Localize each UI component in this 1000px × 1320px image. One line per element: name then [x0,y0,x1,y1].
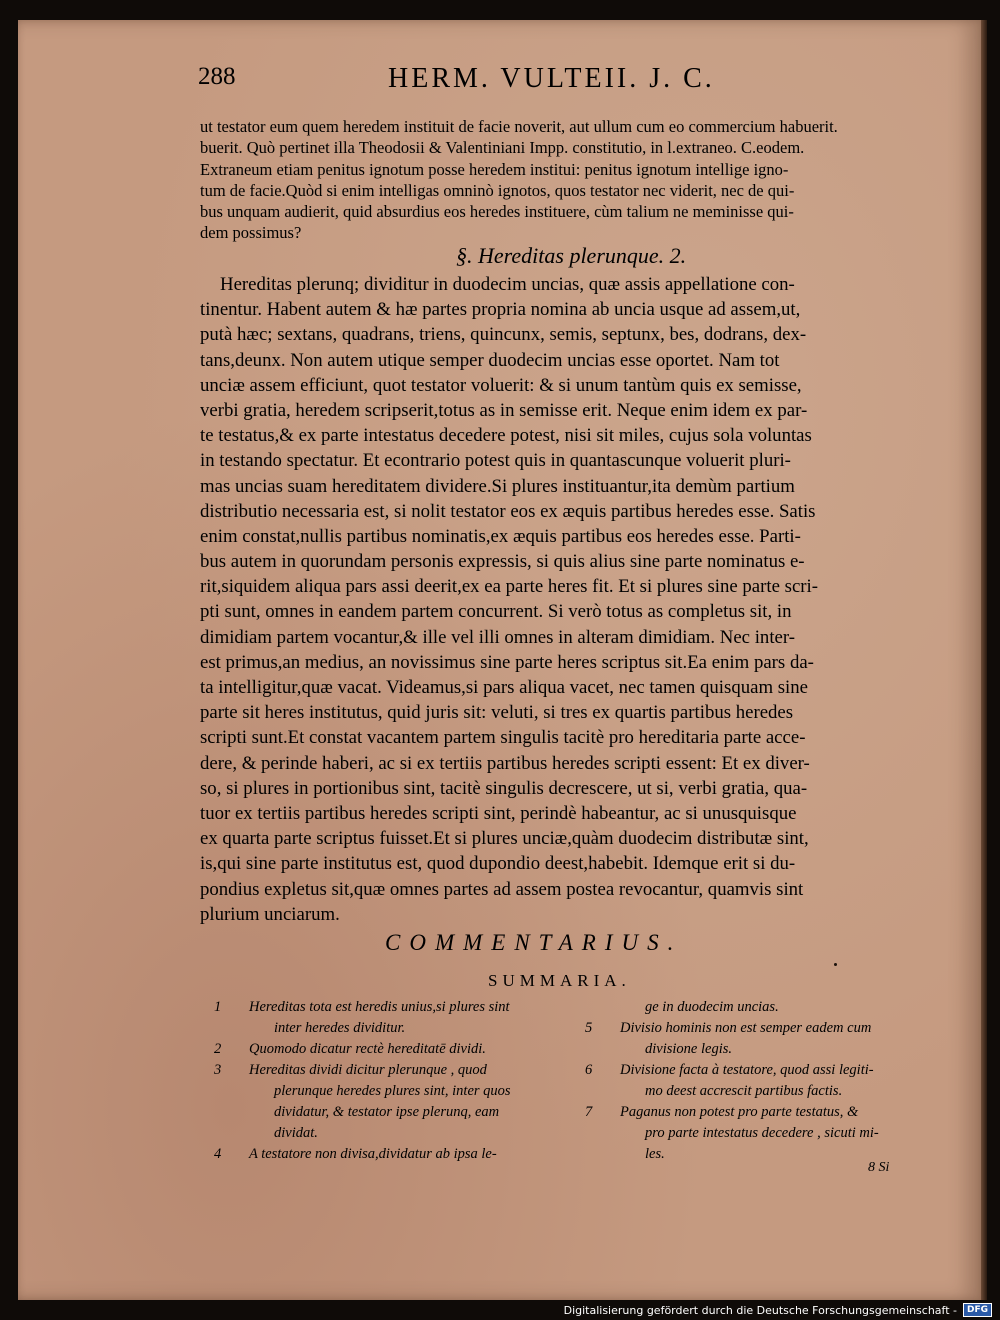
summary-number: 3 [214,1062,222,1078]
text-line: dem possimus? [200,223,302,243]
summary-text: dividat. [274,1125,318,1141]
text-line: distributio necessaria est, si nolit testator eos ex æquis partibus heredes esse. Satis [200,500,816,522]
summary-text: mo deest accrescit partibus factis. [645,1083,843,1099]
summaria-right-column [585,997,945,1165]
summary-row [585,1123,945,1144]
text-line: pondius expletus sit,quæ omnes partes ad assem postea revocantur, quamvis sint [200,878,804,900]
text-line: is,qui sine parte institutus est, quod dupondio deest,habebit. Idemque erit si du- [200,853,796,875]
summary-row [214,1102,574,1123]
text-line: tum de facie.Quòd si enim intelligas omninò ignotos, quos testator nec viderit, nec de qui- [200,180,795,200]
summary-text: Quomodo dicatur rectè hereditatē dividi. [249,1041,486,1057]
text-line: unciæ assem efficiunt, quot testator voluerit: & si unum tantùm quis ex semisse, [200,374,802,396]
text-line: buerit. Quò pertinet illa Theodosii & Valentiniani Impp. constitutio, in l.extraneo. C.eodem. [200,138,805,158]
text-line: rit,siquidem aliqua pars assi deerit,ex ea parte heres fit. Et si plures sine parte scri- [200,576,819,598]
summary-text: dividatur, & testator ipse plerunq, eam [274,1104,500,1120]
continuation-paragraph [200,116,940,244]
text-line: putà hæc; sextans, quadrans, triens, quincunx, semis, septunx, bes, dodrans, dex- [200,324,807,346]
summary-text: Divisione facta à testatore, quod assi legiti- [620,1062,874,1078]
text-line: bus unquam audierit, quid absurdius eos heredes instituere, cùm talium ne meminisse qui- [200,202,794,222]
text-line: Hereditas plerunq; dividitur in duodecim uncias, quæ assis appellatione con- [220,274,795,295]
summary-row [214,997,574,1018]
text-line: te testatus,& ex parte intestatus decedere potest, nisi sit miles, cujus sola voluntas [200,425,812,447]
text-line: in testando spectatur. Et econtrario potest quis in quantascunque voluerit pluri- [200,450,791,472]
page-edge [981,20,987,1300]
summary-row [585,1081,945,1102]
summary-number: 4 [214,1146,222,1162]
text-line: pti sunt, omnes in eandem partem concurrent. Si verò totus as completus sit, in [200,601,792,623]
running-head [198,63,758,103]
footer-credit: Digitalisierung gefördert durch die Deutsche Forschungsgemeinschaft - [563,1303,957,1317]
commentarius-heading: COMMENTARIUS. [385,930,683,955]
text-line: bus autem in quorundam personis expressis, si quis alius sine parte nominatus e- [200,551,805,573]
text-line: Extraneum etiam penitus ignotum posse heredem institui: penitus ignotum intellige igno- [200,159,789,179]
summary-text: A testatore non divisa,dividatur ab ipsa le- [249,1146,497,1162]
summary-text: Hereditas dividi dicitur plerunque , quod [249,1062,487,1078]
summary-row [214,1018,574,1039]
summary-text: ge in duodecim uncias. [645,999,779,1015]
text-line: mas uncias suam hereditatem dividere.Si plures instituantur,ita demùm partium [200,475,795,497]
summary-row [585,1144,945,1165]
summary-row [585,1102,945,1123]
summary-row [585,1018,945,1039]
summary-text: Paganus non potest pro parte testatus, & [620,1104,859,1120]
summary-text: inter heredes dividitur. [274,1020,406,1036]
summary-row [214,1123,574,1144]
summaria-left-column [214,997,574,1165]
summary-row [214,1039,574,1060]
summary-row [585,1039,945,1060]
summary-row [585,1060,945,1081]
text-line: est primus,an medius, an novissimus sine parte heres scriptus sit.Ea enim pars da- [200,651,814,673]
text-line: so, si plures in portionibus sint, tacitè singulis decrescere, ut si, verbi gratia, qua- [200,777,808,799]
running-title: HERM. VULTEII. J. C. [388,63,715,94]
summary-text: les. [645,1146,665,1162]
text-line: ut testator eum quem heredem instituit de facie noverit, aut ullum cum eo commercium habuerit. [200,117,838,136]
text-line: dere, & perinde haberi, ac si ex tertiis partibus heredes scripti essent: Et ex diver- [200,752,810,774]
summary-row [585,997,945,1018]
summary-row [214,1060,574,1081]
text-line: ex quarta parte scriptus fuisset.Et si plures unciæ,quàm duodecim distributæ sint, [200,828,809,850]
text-line: dimidiam partem vocantur,& ille vel illi omnes in alteram dimidiam. Nec inter- [200,626,796,648]
summaria-heading: SUMMARIA. [488,971,631,990]
summary-text: pro parte intestatus decedere , sicuti mi- [645,1125,879,1141]
catchword: 8 Si [868,1160,890,1175]
summary-number: 1 [214,999,222,1015]
text-line: scripti sunt.Et constat vacantem partem singulis tacitè pro hereditaria parte acce- [200,727,806,749]
text-line: plurium unciarum. [200,903,340,925]
summary-number: 2 [214,1041,222,1057]
digitization-footer [564,1302,992,1318]
summary-number: 6 [585,1062,593,1078]
summary-text: divisione legis. [645,1041,732,1057]
text-line: tuor ex tertiis partibus heredes scripti sint, perindè habeantur, ac si unusquisque [200,802,797,824]
page-number: 288 [198,63,236,90]
section-heading: §. Hereditas plerunque. 2. [456,243,687,268]
summary-text: Hereditas tota est heredis unius,si plures sint [249,999,510,1015]
summary-row [214,1144,574,1165]
text-line: enim constat,nullis partibus nominatis,ex æquis partibus eos heredes esse. Parti- [200,525,801,547]
text-line: ta intelligitur,quæ vacat. Videamus,si pars aliqua vacet, nec tamen quisquam sine [200,677,808,698]
text-line: tans,deunx. Non autem utique semper duodecim uncias esse oportet. Nam tot [200,349,780,371]
dfg-logo: DFG [963,1303,992,1317]
main-paragraph [200,272,940,927]
text-line: parte sit heres institutus, quid juris sit: veluti, si tres ex quartis partibus heredes [200,702,794,724]
summary-text: Divisio hominis non est semper eadem cum [620,1020,872,1036]
summary-number: 5 [585,1020,593,1036]
summary-number: 7 [585,1104,593,1120]
summary-text: plerunque heredes plures sint, inter quos [274,1083,511,1099]
print-dot [834,963,837,966]
text-line: tinentur. Habent autem & hæ partes propria nomina ab uncia usque ad assem,ut, [200,299,801,321]
summary-row [214,1081,574,1102]
text-line: verbi gratia, heredem scripserit,totus as in semisse erit. Neque enim idem ex par- [200,399,808,421]
